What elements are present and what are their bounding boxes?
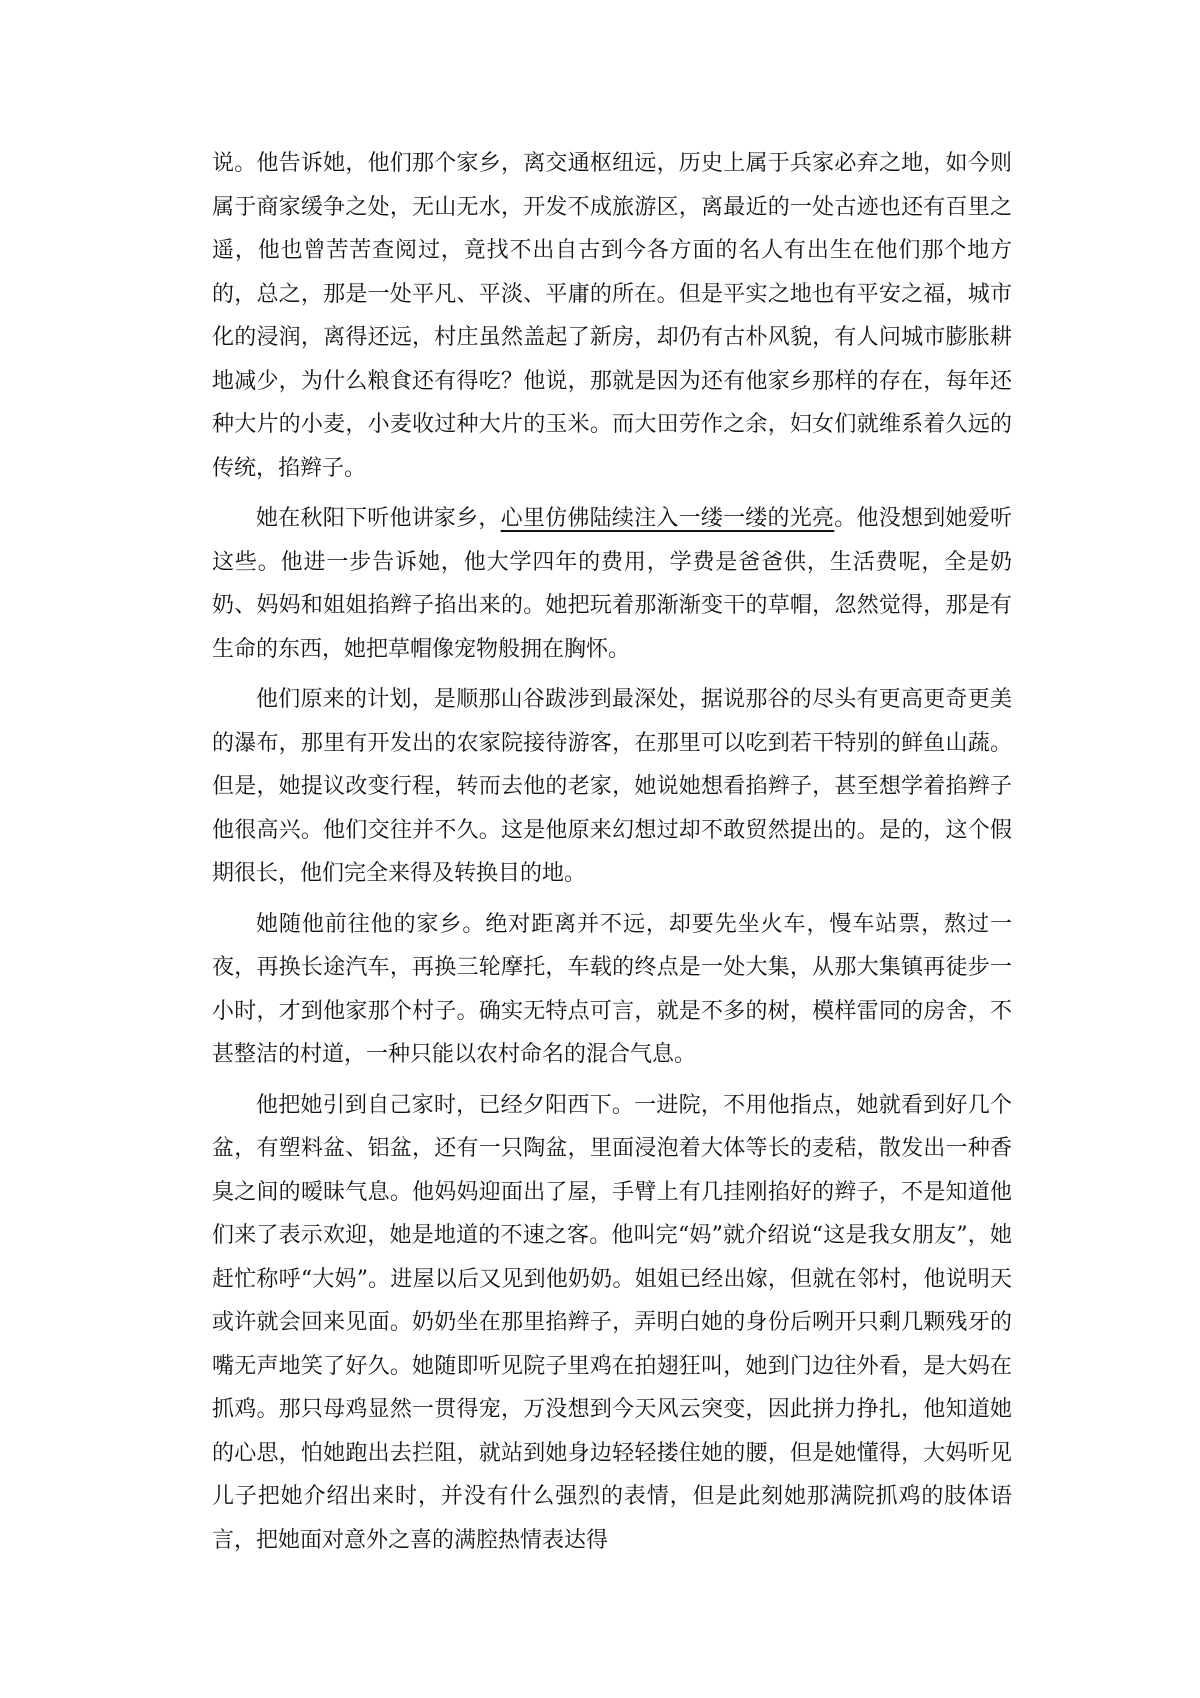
paragraph-2-before: 她在秋阳下听他讲家乡， [256, 506, 501, 531]
document-page [212, 142, 1012, 1569]
underlined-phrase: 心里仿佛陆续注入一缕一缕的光亮 [500, 506, 835, 531]
paragraph-3: 他们原来的计划，是顺那山谷跋涉到最深处，据说那谷的尽头有更高更奇更美的瀑布，那里有开发出的农家院接待游客，在那里可以吃到若干特别的鲜鱼山蔬。但是，她提议改变行程，转而去他的老家，她说她想看掐辫子，甚至想学着掐辫子他很高兴。他们交往并不久。这是他原来幻想过却不敢贸然提出的。是的，这个假期很长，他们完全来得及转换目的地。 [212, 687, 1012, 886]
paragraph-1: 说。他告诉她，他们那个家乡，离交通枢纽远，历史上属于兵家必弃之地，如今则属于商家缓争之处，无山无水，开发不成旅游区，离最近的一处古迹也还有百里之遥，他也曾苦苦查阅过，竟找不出自古到今各方面的名人有出生在他们那个地方的，总之，那是一处平凡、平淡、平庸的所在。但是平实之地也有平安之福，城市化的浸润，离得还远，村庄虽然盖起了新房，却仍有古朴风貌，有人问城市膨胀耕地减少，为什么粮食还有得吃？他说，那就是因为还有他家乡那样的存在，每年还种大片的小麦，小麦收过种大片的玉米。而大田劳作之余，妇女们就维系着久远的传统，掐辫子。 [212, 151, 1012, 481]
paragraph-2-after: 。他没想到她爱听这些。他进一步告诉她，他大学四年的费用，学费是爸爸供，生活费呢，全是奶奶、妈妈和姐姐掐辫子掐出来的。她把玩着那渐渐变干的草帽，忽然觉得，那是有生命的东西，她把草帽像宠物般拥在胸怀。 [212, 506, 1012, 662]
paragraph-5: 他把她引到自己家时，已经夕阳西下。一进院，不用他指点，她就看到好几个盆，有塑料盆、铝盆，还有一只陶盆，里面浸泡着大体等长的麦秸，散发出一种香臭之间的暧昧气息。他妈妈迎面出了屋，手臂上有几挂刚掐好的辫子，不是知道他们来了表示欢迎，她是地道的不速之客。他叫完“妈”就介绍说“这是我女朋友”，她赶忙称呼“大妈”。进屋以后又见到他奶奶。姐姐已经出嫁，但就在邻村，他说明天或许就会回来见面。奶奶坐在那里掐辫子，弄明白她的身份后咧开只剩几颗残牙的嘴无声地笑了好久。她随即听见院子里鸡在拍翅狂叫，她到门边往外看，是大妈在抓鸡。那只母鸡显然一贯得宠，万没想到今天风云突变，因此拼力挣扎，他知道她的心思，怕她跑出去拦阻，就站到她身边轻轻搂住她的腰，但是她懂得，大妈听见儿子把她介绍出来时，并没有什么强烈的表情，但是此刻她那满院抓鸡的肢体语言，把她面对意外之喜的满腔热情表达得 [212, 1092, 1012, 1553]
paragraph-2 [212, 497, 1012, 671]
paragraph-4: 她随他前往他的家乡。绝对距离并不远，却要先坐火车，慢车站票，熬过一夜，再换长途汽车，再换三轮摩托，车载的终点是一处大集，从那大集镇再徒步一小时，才到他家那个村子。确实无特点可言，就是不多的树，模样雷同的房舍，不甚整洁的村道，一种只能以农村命名的混合气息。 [212, 911, 1012, 1067]
